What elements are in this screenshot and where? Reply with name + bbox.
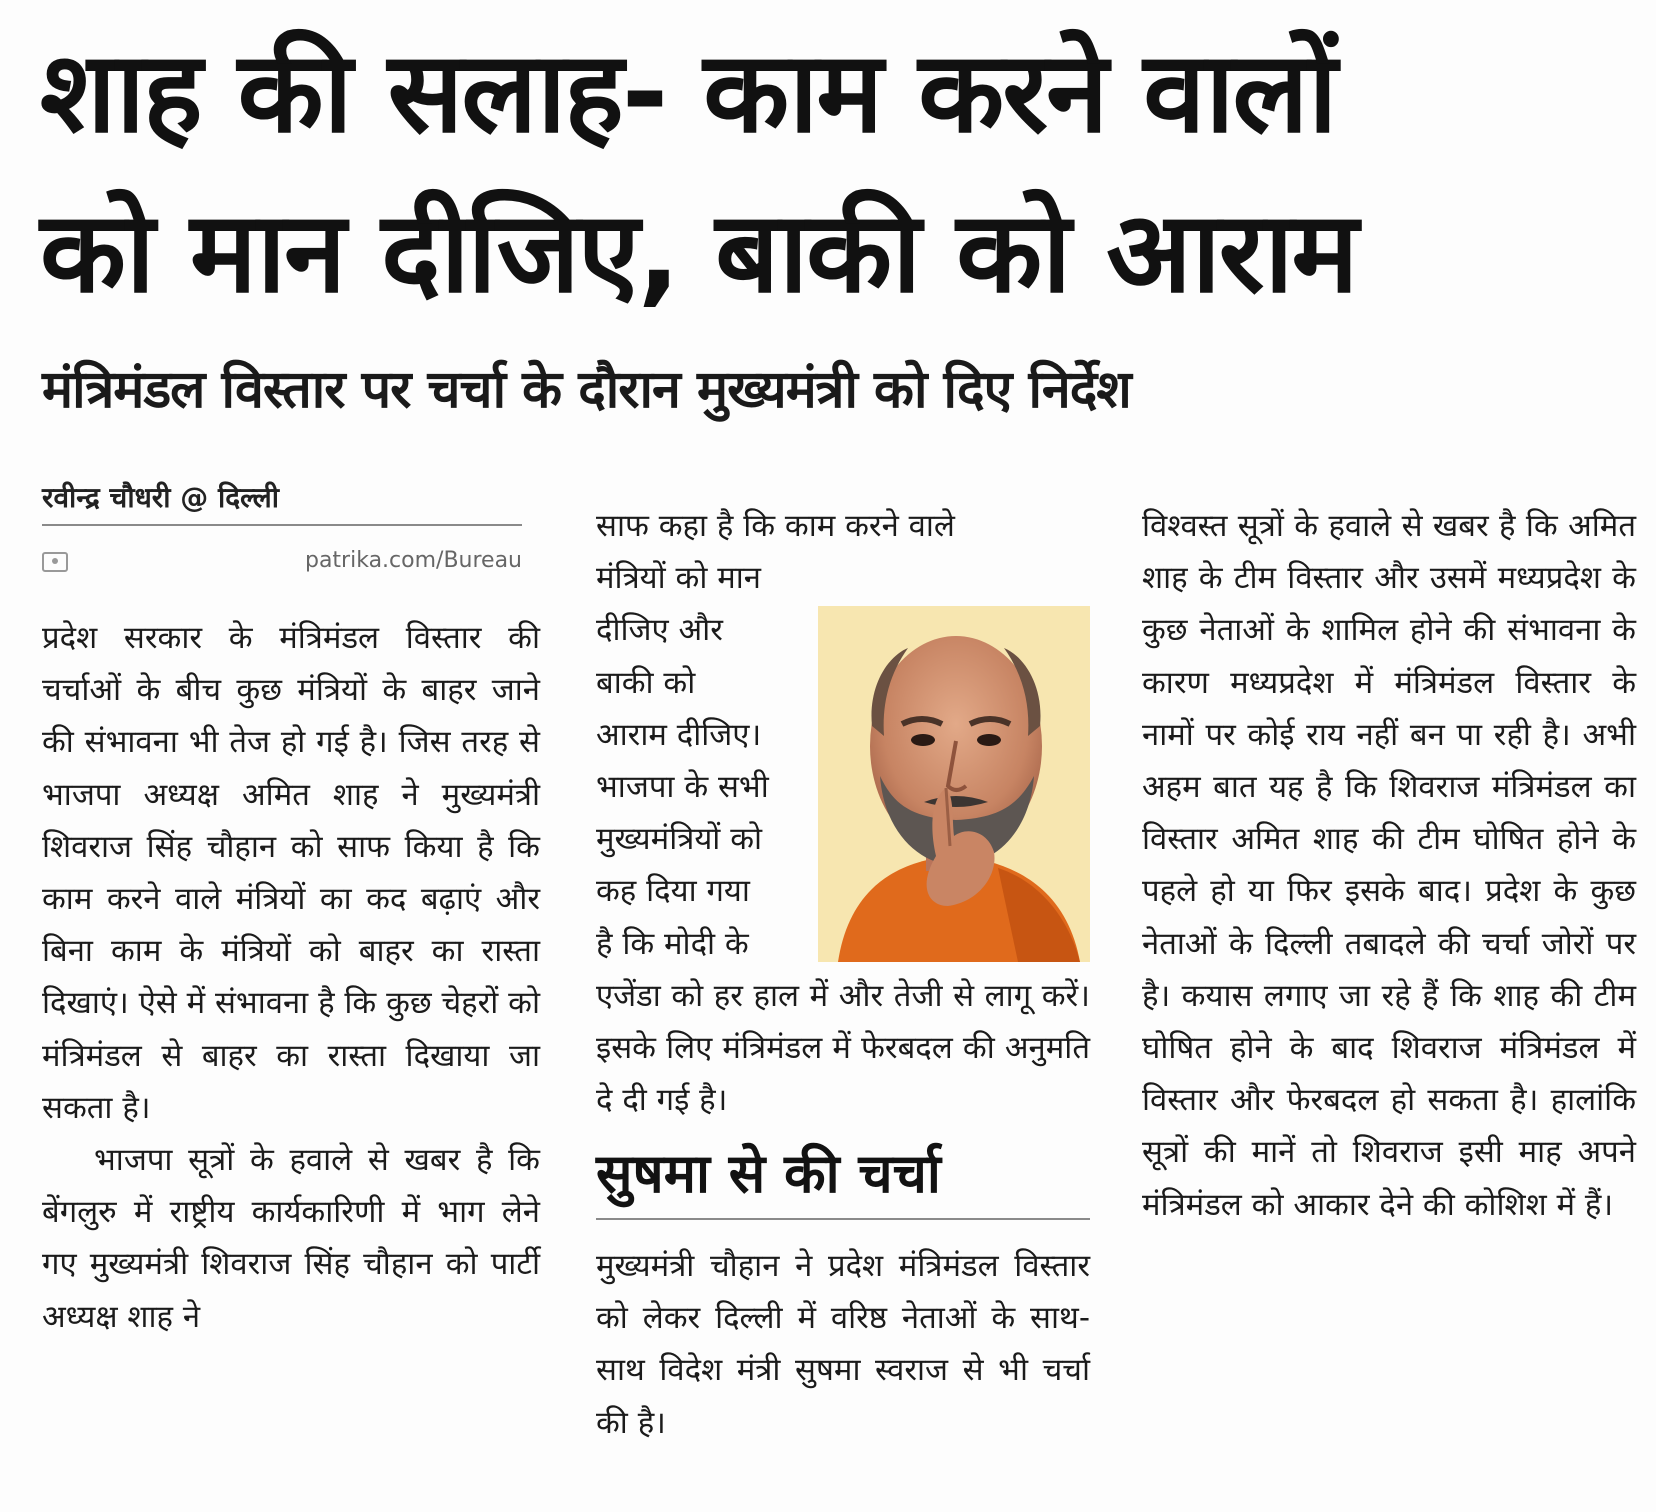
subheadline: मंत्रिमंडल विस्तार पर चर्चा के दौरान मुख्यमंत्री को दिए निर्देश <box>42 360 1131 420</box>
column-2-beside-photo <box>596 552 810 970</box>
portrait-photo-icon <box>818 606 1090 962</box>
column-2-photo-line: भाजपा के सभी <box>596 769 769 806</box>
headline-line-2: को मान दीजिए, बाकी को आराम <box>40 188 1357 318</box>
column-1 <box>42 612 540 1343</box>
column-2-line-top: साफ कहा है कि काम करने वाले <box>596 508 955 544</box>
column-2-photo-line: दीजिए और <box>596 612 723 649</box>
byline: रवीन्द्र चौधरी @ दिल्ली <box>42 481 279 514</box>
column-1-paragraph-2: भाजपा सूत्रों के हवाले से खबर है कि बेंगलुरु में राष्ट्रीय कार्यकारिणी में भाग लेने गए मुख्यमंत्री शिवराज सिंह चौहान को पार्टी अध्यक्ष शाह ने <box>42 1142 540 1335</box>
column-2-photo-line: कह दिया गया <box>596 873 750 910</box>
column-2-photo-line: बाकी को <box>596 664 696 701</box>
column-2-photo-line: है कि मोदी के <box>596 925 749 962</box>
column-2-paragraph-after-photo: एजेंडा को हर हाल में और तेजी से लागू करें। इसके लिए मंत्रिमंडल में फेरबदल की अनुमति दे दी गई है। <box>596 977 1090 1119</box>
byline-rule <box>42 524 522 526</box>
camera-icon <box>42 552 68 572</box>
column-3 <box>1142 500 1636 1231</box>
column-2-photo-line: मंत्रियों को मान <box>596 560 762 597</box>
bureau-credit: patrika.com/Bureau <box>304 548 522 573</box>
bureau-row <box>42 548 522 578</box>
column-2-photo-line: आराम दीजिए। <box>596 716 762 753</box>
column-1-paragraph-1: प्रदेश सरकार के मंत्रिमंडल विस्तार की चर्चाओं के बीच कुछ मंत्रियों के बाहर जाने की संभावना भी तेज हो गई है। जिस तरह से भाजपा अध्यक्ष अमित शाह ने मुख्यमंत्री शिवराज सिंह चौहान को साफ किया है कि काम करने वाले मंत्रियों का कद बढ़ाएं और बिना काम के मंत्रियों को बाहर का रास्ता दिखाएं। ऐसे में संभावना है कि कुछ चेहरों को मंत्रिमंडल से बाहर का रास्ता दिखाया जा सकता है। <box>42 620 541 1126</box>
portrait-photo <box>818 606 1090 962</box>
headline-line-1: शाह की सलाह- काम करने वालों <box>40 28 1336 158</box>
column-3-paragraph: विश्वस्त सूत्रों के हवाले से खबर है कि अमित शाह के टीम विस्तार और उसमें मध्यप्रदेश के कुछ नेताओं के शामिल होने की संभावना के कारण मध्यप्रदेश में मंत्रिमंडल विस्तार के नामों पर कोई राय नहीं बन पा रही है। अभी अहम बात यह है कि शिवराज मंत्रिमंडल का विस्तार अमित शाह की टीम घोषित होने के पहले हो या फिर इसके बाद। प्रदेश के कुछ नेताओं के दिल्ली तबादले की चर्चा जोरों पर है। कयास लगाए जा रहे हैं कि शाह की टीम घोषित होने के बाद शिवराज मंत्रिमंडल में विस्तार और फेरबदल हो सकता है। हालांकि सूत्रों की मानें तो शिवराज इसी माह अपने मंत्रिमंडल को आकार देने की कोशिश में हैं। <box>1142 508 1636 1223</box>
column-2-section-paragraph: मुख्यमंत्री चौहान ने प्रदेश मंत्रिमंडल विस्तार को लेकर दिल्ली में वरिष्ठ नेताओं के साथ-साथ विदेश मंत्री सुषमा स्वराज से भी चर्चा की है। <box>596 1248 1090 1441</box>
column-2-section <box>596 1240 1090 1449</box>
section-rule <box>596 1218 1090 1220</box>
section-heading: सुषमा से की चर्चा <box>596 1142 941 1205</box>
column-2-photo-line: मुख्यमंत्रियों को <box>596 821 763 858</box>
